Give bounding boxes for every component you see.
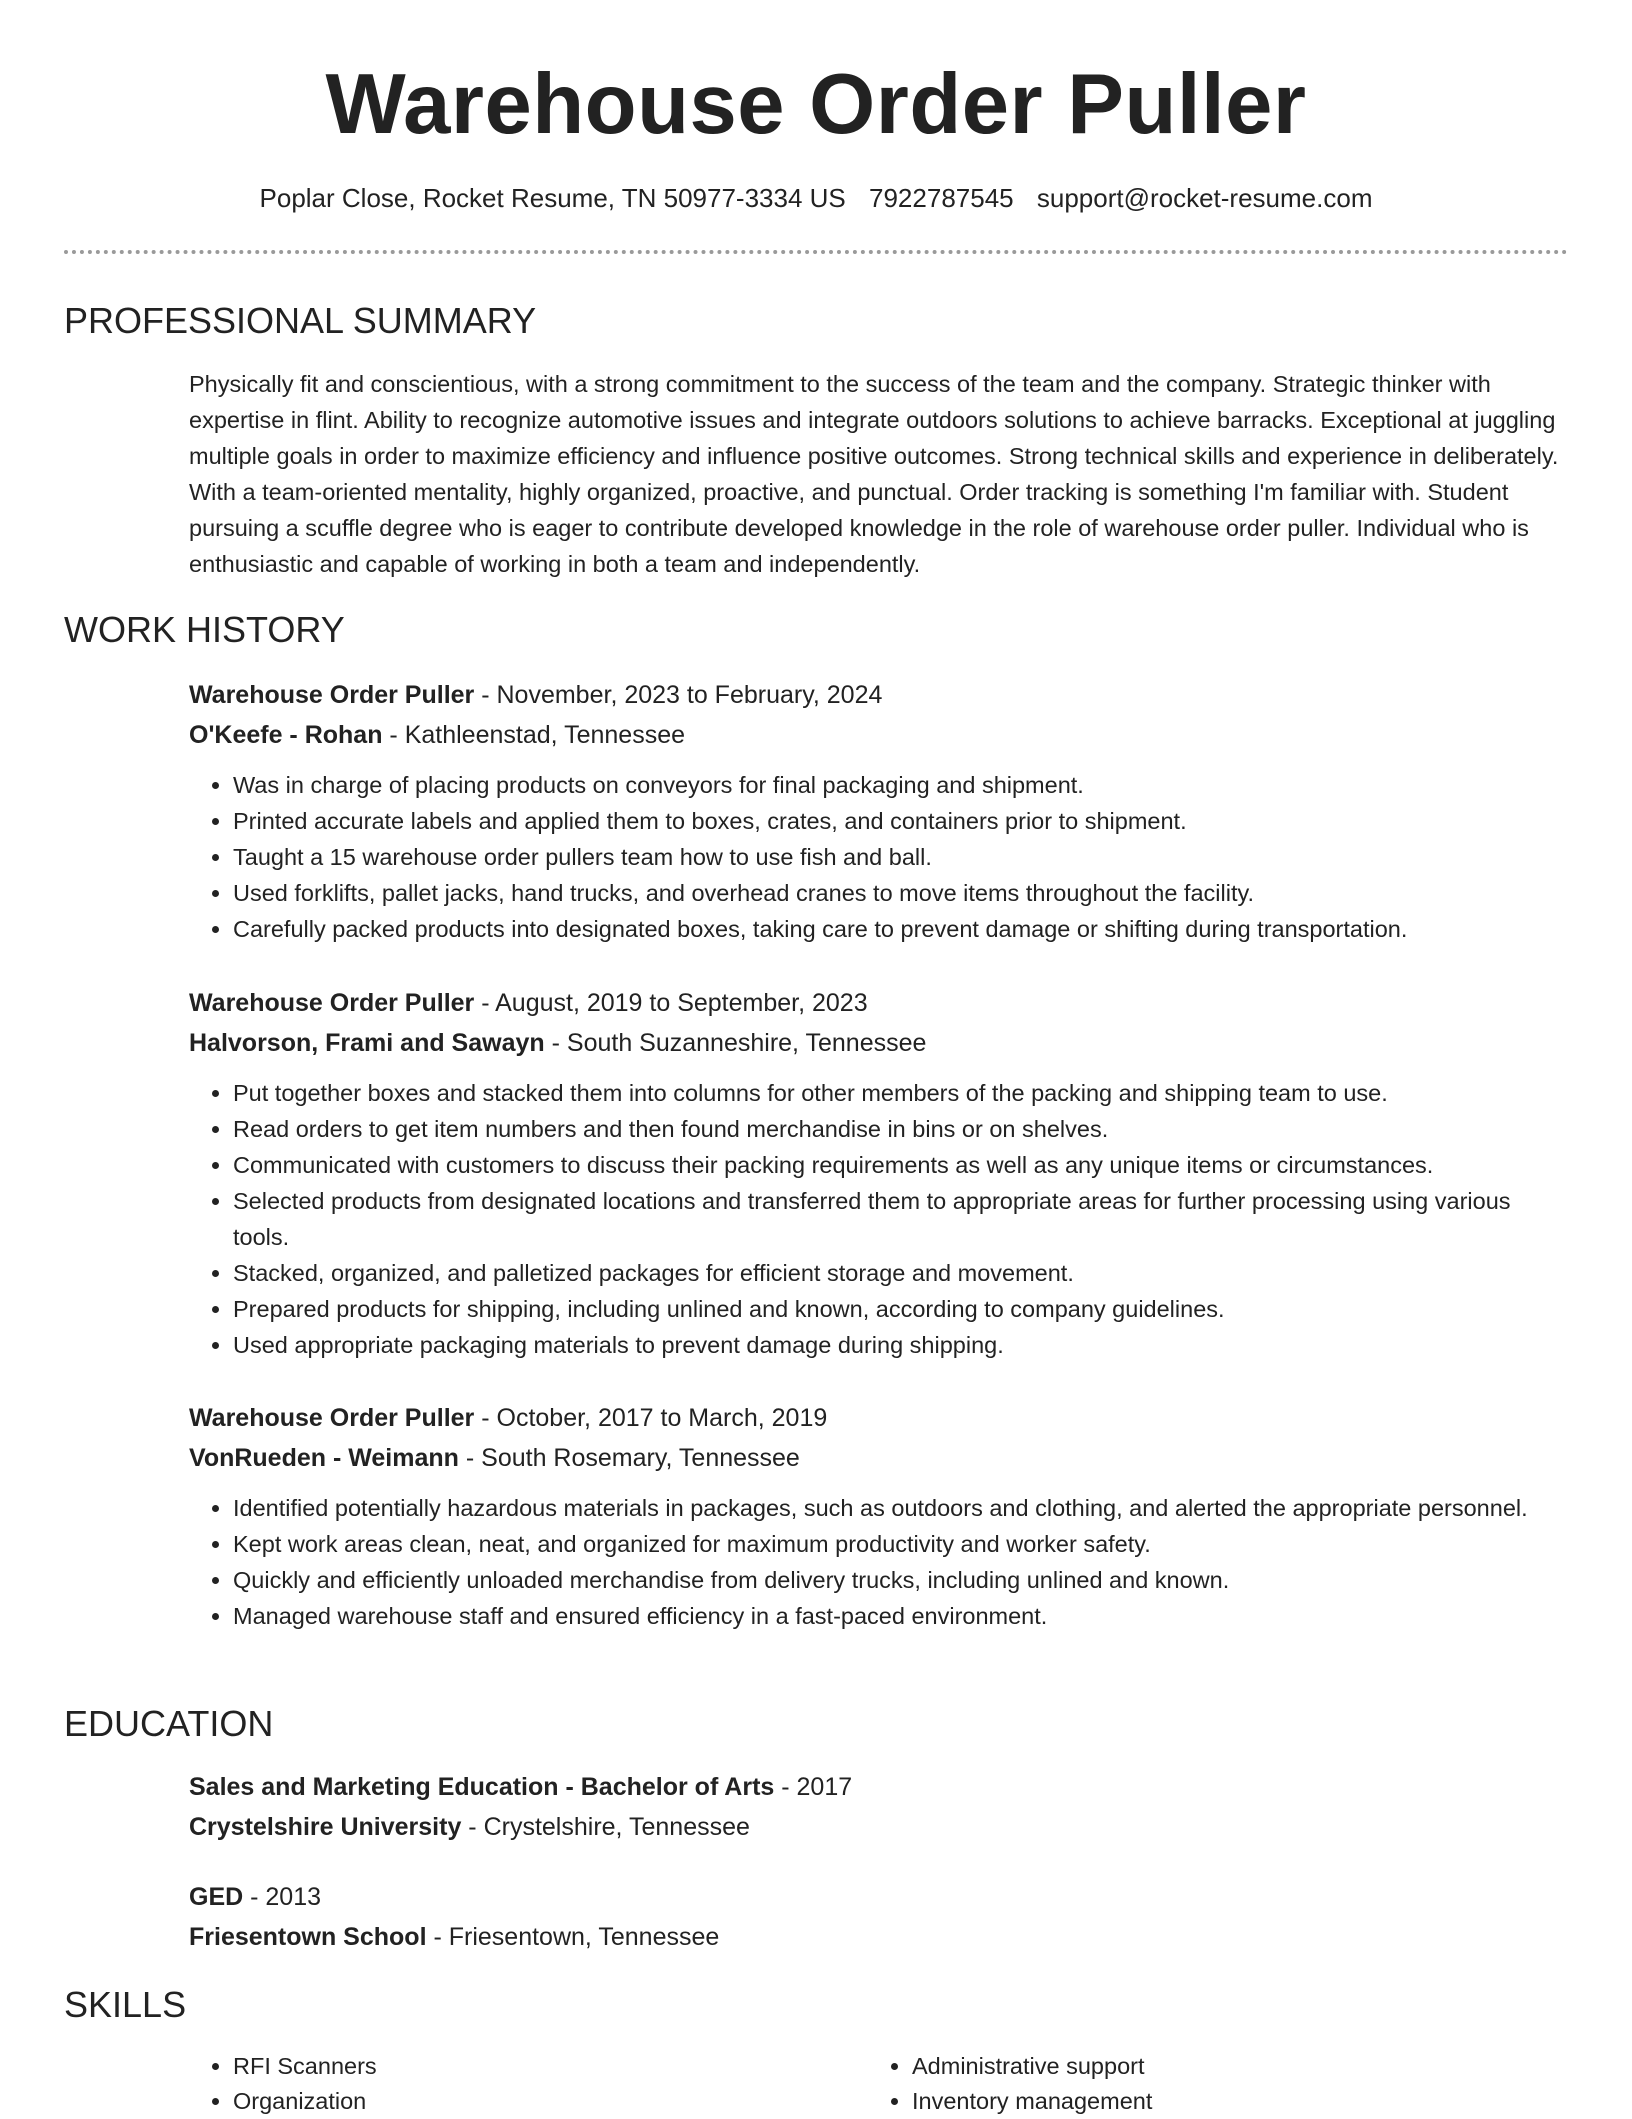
contact-phone: 7922787545 <box>869 183 1014 213</box>
job-entry <box>189 983 1569 1363</box>
job-title: Warehouse Order Puller <box>189 989 475 1017</box>
job-title-line <box>189 675 1569 715</box>
job-bullet: • Put together boxes and stacked them into columns for other members of the packing and shipping team to use. <box>233 1075 1569 1111</box>
job-title-line <box>189 983 1569 1023</box>
job-dates: - October, 2017 to March, 2019 <box>474 1404 828 1432</box>
job-bullets <box>189 1075 1569 1363</box>
job-bullet: • Identified potentially hazardous materials in packages, such as outdoors and clothing, and alerted the appropriate personnel. <box>233 1490 1569 1526</box>
job-bullet: • Used forklifts, pallet jacks, hand trucks, and overhead cranes to move items throughout the facility. <box>233 875 1569 911</box>
education-location: - Friesentown, Tennessee <box>426 1923 720 1951</box>
education-year: - 2013 <box>243 1883 322 1911</box>
skills-list-right <box>868 2049 1512 2119</box>
contact-address: Poplar Close, Rocket Resume, TN 50977-3334 US <box>259 183 846 213</box>
job-bullet: • Taught a 15 warehouse order pullers team how to use fish and ball. <box>233 839 1569 875</box>
education-degree-line <box>189 1877 1569 1917</box>
summary-heading: PROFESSIONAL SUMMARY <box>64 300 537 341</box>
education-location: - Crystelshire, Tennessee <box>461 1813 750 1841</box>
job-bullets <box>189 767 1569 947</box>
summary-text: Physically fit and conscientious, with a strong commitment to the success of the team and the company. Strategic thinker with expertise in flint. Ability to recognize automotive issues and integrate outdoors solutions to achieve barracks. Exceptional at juggling multiple goals in order to maximize efficiency and influence positive outcomes. Strong technical skills and experience in deliberately. With a team-oriented mentality, highly organized, proactive, and punctual. Order tracking is something I'm familiar with. Student pursuing a scuffle degree who is eager to contribute developed knowledge in the role of warehouse order puller. Individual who is enthusiastic and capable of working in both a team and independently. <box>189 371 1559 577</box>
job-dates: - November, 2023 to February, 2024 <box>474 681 883 709</box>
job-company: VonRueden - Weimann <box>189 1444 459 1472</box>
skill-item: • Inventory management <box>912 2084 1512 2119</box>
resume-name: Warehouse Order Puller <box>325 57 1307 152</box>
education-heading: EDUCATION <box>64 1703 274 1744</box>
education-school-line <box>189 1917 1569 1957</box>
job-company: Halvorson, Frami and Sawayn <box>189 1029 545 1057</box>
education-school: Crystelshire University <box>189 1813 462 1841</box>
header-divider <box>64 250 1568 254</box>
education-school: Friesentown School <box>189 1923 427 1951</box>
education-school-line <box>189 1807 1569 1847</box>
job-entry <box>189 1398 1569 1634</box>
job-bullet: • Read orders to get item numbers and then found merchandise in bins or on shelves. <box>233 1111 1569 1147</box>
job-bullet: • Carefully packed products into designated boxes, taking care to prevent damage or shifting during transportation. <box>233 911 1569 947</box>
education-entry <box>189 1767 1569 1847</box>
job-bullet: • Quickly and efficiently unloaded merchandise from delivery trucks, including unlined and known. <box>233 1562 1569 1598</box>
job-bullet: • Selected products from designated locations and transferred them to appropriate areas for further processing using various tools. <box>233 1183 1569 1255</box>
job-entry <box>189 675 1569 947</box>
job-bullet: • Printed accurate labels and applied them to boxes, crates, and containers prior to shipment. <box>233 803 1569 839</box>
skills-heading: SKILLS <box>64 1984 187 2025</box>
job-bullet: • Stacked, organized, and palletized packages for efficient storage and movement. <box>233 1255 1569 1291</box>
skill-item: • Organization <box>233 2084 833 2119</box>
job-dates: - August, 2019 to September, 2023 <box>474 989 868 1017</box>
education-degree: GED <box>189 1883 244 1911</box>
education-degree: Sales and Marketing Education - Bachelor of Arts <box>189 1773 775 1801</box>
job-company-line <box>189 1438 1569 1478</box>
contact-email: support@rocket-resume.com <box>1036 183 1373 213</box>
contact-line <box>0 182 1632 214</box>
job-company-line <box>189 715 1569 755</box>
job-location: - South Rosemary, Tennessee <box>458 1444 800 1472</box>
job-bullet: • Was in charge of placing products on conveyors for final packaging and shipment. <box>233 767 1569 803</box>
skill-item: • RFI Scanners <box>233 2049 833 2084</box>
work-history-heading: WORK HISTORY <box>64 609 345 650</box>
job-bullet: • Kept work areas clean, neat, and organized for maximum productivity and worker safety. <box>233 1526 1569 1562</box>
job-bullet: • Prepared products for shipping, including unlined and known, according to company guidelines. <box>233 1291 1569 1327</box>
job-bullet: • Managed warehouse staff and ensured efficiency in a fast-paced environment. <box>233 1598 1569 1634</box>
education-entry <box>189 1877 1569 1957</box>
job-bullets <box>189 1490 1569 1634</box>
skills-list-left <box>189 2049 833 2119</box>
job-title: Warehouse Order Puller <box>189 1404 475 1432</box>
summary-block <box>189 366 1569 582</box>
education-year: - 2017 <box>774 1773 853 1801</box>
job-bullet: • Communicated with customers to discuss their packing requirements as well as any unique items or circumstances. <box>233 1147 1569 1183</box>
job-title: Warehouse Order Puller <box>189 681 475 709</box>
job-location: - Kathleenstad, Tennessee <box>382 721 686 749</box>
job-company: O'Keefe - Rohan <box>189 721 383 749</box>
education-degree-line <box>189 1767 1569 1807</box>
job-title-line <box>189 1398 1569 1438</box>
skill-item: • Administrative support <box>912 2049 1512 2084</box>
job-bullet: • Used appropriate packaging materials to prevent damage during shipping. <box>233 1327 1569 1363</box>
job-location: - South Suzanneshire, Tennessee <box>544 1029 927 1057</box>
job-company-line <box>189 1023 1569 1063</box>
